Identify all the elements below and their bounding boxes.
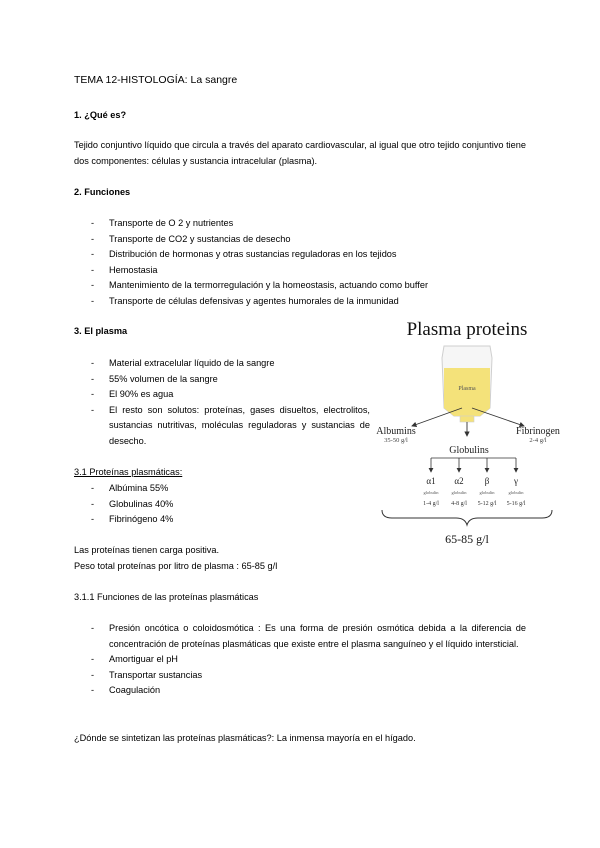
arrow-to-albumins [412,408,462,426]
alpha2-value: 4-8 g/l [451,501,467,507]
gamma-name: globulin [508,490,524,495]
list-item: - Distribución de hormonas y otras sustancias reguladoras en los tejidos [74,247,534,263]
alpha1-name: globulin [423,490,439,495]
list-item: - Mantenimiento de la termorregulación y la homeostasis, actuando como buffer [74,278,534,294]
plasma-list [74,356,370,449]
list-item: - Transportar sustancias [74,668,526,684]
beta-name: globulin [479,490,495,495]
alpha2-symbol: α2 [454,476,464,486]
note-charge: Las proteínas tienen carga positiva. [74,545,220,555]
arrow-to-fibrinogen [472,408,524,426]
total-brace [382,510,552,525]
functions-list [74,216,534,309]
test-tube-icon [442,346,492,422]
list-item: - Coagulación [74,683,526,699]
fibrinogen-label: Fibrinogen [516,426,560,437]
list-item: - Material extracelular líquido de la sangre [74,356,370,372]
protein-functions-list [74,621,526,699]
alpha2-name: globulin [451,490,467,495]
figure-canvas [372,312,562,548]
proteins-list [74,481,274,528]
list-item: - Fibrinógeno 4% [74,512,274,528]
albumins-label: Albumins [376,426,416,437]
section-3-heading: 3. El plasma [74,326,128,336]
synthesis-question: ¿Dónde se sintetizan las proteínas plasmáticas?: La inmensa mayoría en el hígado. [74,733,416,743]
tube-label: Plasma [458,386,476,392]
list-item: - El 90% es agua [74,387,370,403]
list-item: - Transporte de O 2 y nutrientes [74,216,534,232]
gamma-value: 5-16 g/l [506,501,526,507]
list-item: - 55% volumen de la sangre [74,372,370,388]
alpha1-symbol: α1 [426,476,436,486]
globulins-label: Globulins [449,445,489,456]
section-3-1-heading: 3.1 Proteínas plasmáticas: [74,467,183,477]
figure-title: Plasma proteins [406,319,528,340]
list-item: - Presión oncótica o coloidosmótica : Es una forma de presión osmótica debida a la diferencia de concentración de proteínas plasmáticas que existe entre el plasma sanguíneo y el líquido intersticial. [74,621,526,652]
section-1-text: Tejido conjuntivo líquido que circula a través del aparato cardiovascular, al igual que otro tejido conjuntivo tiene dos componentes: células y sustancia intracelular (plasma). [74,140,526,166]
fibrinogen-value: 2-4 g/l [529,437,547,444]
beta-value: 5-12 g/l [477,501,497,507]
list-item: - Hemostasia [74,263,534,279]
list-item: - Albúmina 55% [74,481,274,497]
total-value: 65-85 g/l [445,532,489,546]
note-total-weight: Peso total proteínas por litro de plasma : 65-85 g/l [74,561,278,571]
plasma-proteins-figure [372,312,562,548]
list-item: - Transporte de CO2 y sustancias de desecho [74,232,534,248]
page-title: TEMA 12-HISTOLOGÍA: La sangre [74,74,238,86]
albumins-value: 35-50 g/l [384,437,408,444]
section-3-1-1-heading: 3.1.1 Funciones de las proteínas plasmáticas [74,592,259,602]
list-item: - El resto son solutos: proteínas, gases disueltos, electrolitos, sustancias nutritivas, moléculas reguladoras y sustancias de desecho. [74,403,370,450]
gamma-symbol: γ [514,476,518,486]
list-item: - Amortiguar el pH [74,652,526,668]
beta-symbol: β [484,476,490,486]
list-item: - Globulinas 40% [74,497,274,513]
section-2-heading: 2. Funciones [74,187,131,197]
list-item: - Transporte de células defensivas y agentes humorales de la inmunidad [74,294,534,310]
section-1-heading: 1. ¿Qué es? [74,110,127,120]
alpha1-value: 1-4 g/l [423,501,439,507]
